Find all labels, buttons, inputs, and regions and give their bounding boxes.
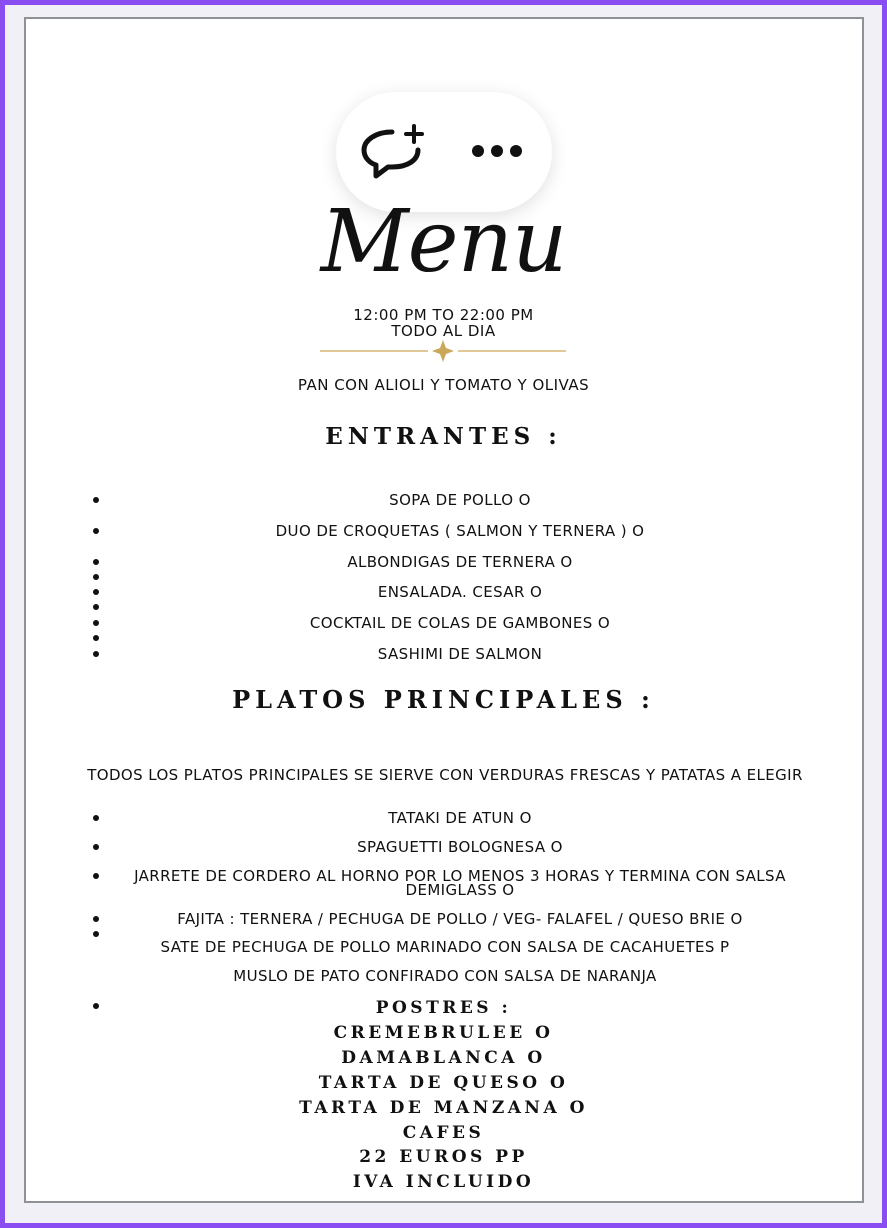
bullet bbox=[93, 651, 99, 657]
mains-heading: PLATOS PRINCIPALES : bbox=[232, 685, 655, 714]
bullet bbox=[93, 815, 99, 821]
dessert-item: CAFES bbox=[402, 1123, 485, 1143]
starters-heading: ENTRANTES : bbox=[325, 423, 562, 450]
bullet bbox=[93, 574, 99, 580]
add-comment-button[interactable] bbox=[358, 122, 428, 182]
bullet bbox=[93, 620, 99, 626]
menu-title: Menu bbox=[320, 192, 567, 292]
starter-item: ALBONDIGAS DE TERNERA O bbox=[347, 553, 573, 571]
bullet bbox=[93, 931, 99, 937]
tax-note: IVA INCLUIDO bbox=[352, 1172, 535, 1192]
more-options-button[interactable] bbox=[464, 130, 534, 174]
starter-item: SASHIMI DE SALMON bbox=[377, 645, 543, 663]
dessert-item: TARTA DE MANZANA O bbox=[299, 1098, 588, 1118]
bullet bbox=[93, 916, 99, 922]
main-item: SPAGUETTI BOLOGNESA O bbox=[357, 838, 563, 856]
opening-hours: 12:00 PM TO 22:00 PM bbox=[353, 306, 534, 324]
starter-item: ENSALADA. CESAR O bbox=[377, 583, 543, 601]
bullet bbox=[93, 497, 99, 503]
bullet bbox=[93, 589, 99, 595]
bullet bbox=[93, 559, 99, 565]
bullet bbox=[93, 844, 99, 850]
dessert-item: DAMABLANCA O bbox=[341, 1048, 546, 1068]
more-options-icon bbox=[472, 145, 522, 157]
gold-divider bbox=[318, 340, 568, 362]
starter-item: DUO DE CROQUETAS ( SALMON Y TERNERA ) O bbox=[275, 522, 645, 540]
bullet bbox=[93, 635, 99, 641]
main-item: FAJITA : TERNERA / PECHUGA DE POLLO / VEG- FALAFEL / QUESO BRIE O bbox=[177, 910, 743, 928]
starter-item: COCKTAIL DE COLAS DE GAMBONES O bbox=[309, 614, 611, 632]
starter-item: SOPA DE POLLO O bbox=[389, 491, 531, 509]
bread-line: PAN CON ALIOLI Y TOMATO Y OLIVAS bbox=[297, 376, 590, 394]
star-icon bbox=[432, 340, 454, 362]
add-comment-icon bbox=[358, 122, 428, 182]
price: 22 EUROS PP bbox=[359, 1147, 528, 1167]
dessert-item: TARTA DE QUESO O bbox=[318, 1073, 569, 1093]
subtitle: TODO AL DIA bbox=[391, 322, 496, 340]
mains-note: TODOS LOS PLATOS PRINCIPALES SE SIERVE CON VERDURAS FRESCAS Y PATATAS A ELEGIR bbox=[87, 766, 803, 784]
main-item: JARRETE DE CORDERO AL HORNO POR LO MENOS 3 HORAS Y TERMINA CON SALSA DEMIGLASS O bbox=[134, 867, 786, 899]
bullet bbox=[93, 528, 99, 534]
main-item: TATAKI DE ATUN O bbox=[388, 809, 532, 827]
main-item: MUSLO DE PATO CONFIRADO CON SALSA DE NARANJA bbox=[233, 967, 657, 985]
bullet bbox=[93, 873, 99, 879]
bullet bbox=[93, 604, 99, 610]
main-item: SATE DE PECHUGA DE POLLO MARINADO CON SALSA DE CACAHUETES P bbox=[160, 938, 730, 956]
desserts-heading: POSTRES : bbox=[375, 998, 512, 1018]
dessert-item: CREMEBRULEE O bbox=[333, 1023, 554, 1043]
